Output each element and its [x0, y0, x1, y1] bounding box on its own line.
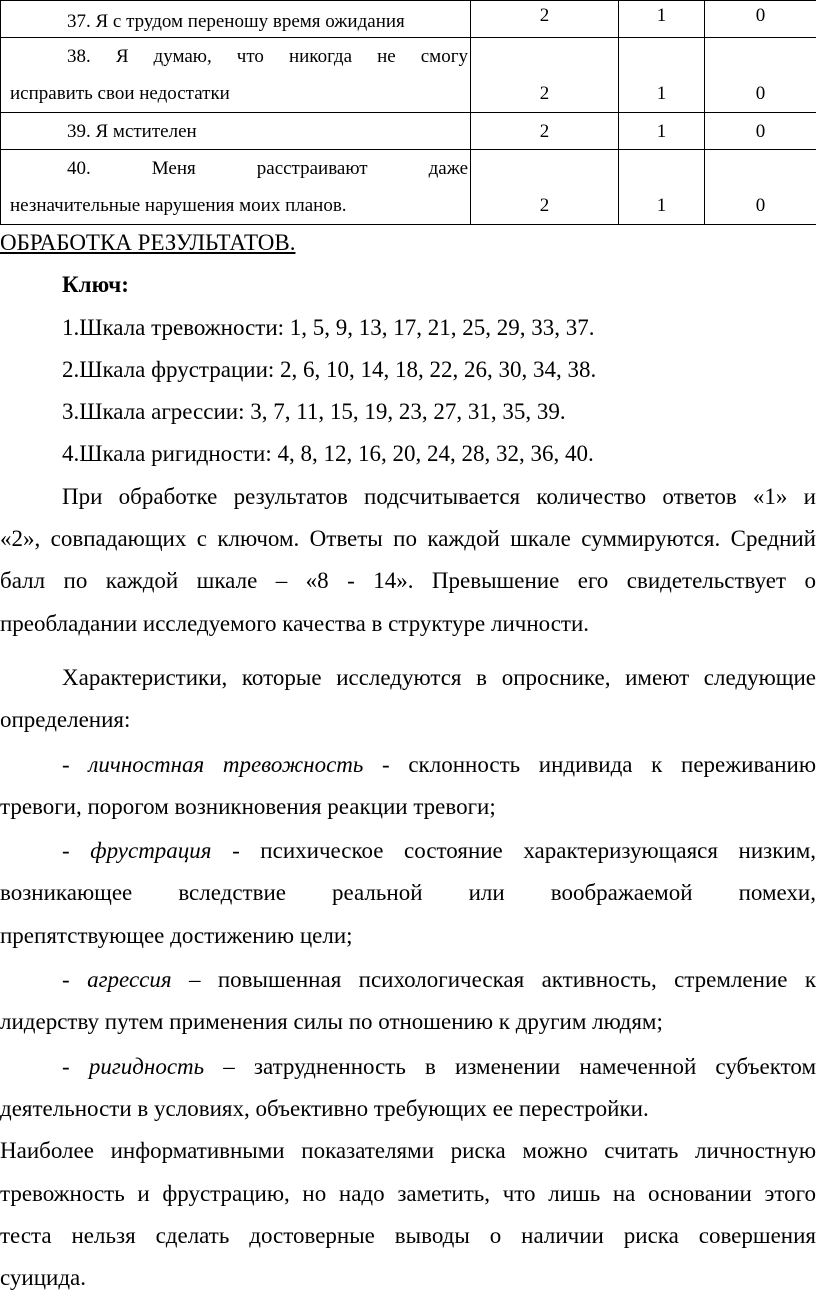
table-row [1, 1, 816, 38]
scale-rigidity: 4.Шкала ригидности: 4, 8, 12, 16, 20, 24, 28, 32, 36, 40. [0, 433, 816, 475]
score-1: 1 [619, 150, 705, 225]
score-0: 0 [705, 1, 816, 38]
table-row [1, 38, 816, 113]
processing-paragraph: При обработке результатов подсчитывается количество ответов «1» и «2», совпадающих с ключом. Ответы по каждой шкале суммируются. Средний балл по каждой шкале – «8 - 14». Превышение его свидетельствует о преобладании исследуемого качества в структуре личности. [0, 476, 816, 645]
question-text: Я с трудом переношу время ожидания [96, 11, 405, 32]
table-row [1, 150, 816, 225]
conclusion-paragraph: Наиболее информативными показателями риска можно считать личностную тревожность и фрустрацию, но надо заметить, что лишь на основании этого теста нельзя сделать достоверные выводы о наличии риска совершения суицида. [0, 1130, 816, 1299]
definition-anxiety: - личностная тревожность - склонность индивида к переживанию тревоги, порогом возникновения реакции тревоги; [0, 744, 816, 829]
key-label: Ключ: [0, 264, 816, 306]
question-text-continuation: исправить свои недостатки [10, 76, 468, 112]
definition-term: фрустрация [90, 838, 211, 863]
score-2: 2 [471, 150, 619, 225]
score-2: 2 [471, 38, 619, 113]
question-number: 37. [67, 11, 91, 32]
question-cell [1, 38, 471, 113]
definition-frustration: - фрустрация - психическое состояние характеризующаяся низким, возникающее вследствие реальной или воображаемой помехи, препятствующее достижению цели; [0, 830, 816, 957]
question-number: 39. [67, 121, 91, 142]
score-0: 0 [705, 113, 816, 150]
score-0: 0 [705, 38, 816, 113]
definition-aggression: - агрессия – повышенная психологическая активность, стремление к лидерству путем применения силы по отношению к другим людям; [0, 959, 816, 1044]
scale-aggression: 3.Шкала агрессии: 3, 7, 11, 15, 19, 23, 27, 31, 35, 39. [0, 391, 816, 433]
question-cell [1, 1, 471, 38]
score-2: 2 [471, 113, 619, 150]
question-cell [1, 150, 471, 225]
definition-rigidity: - ригидность – затрудненность в изменении намеченной субъектом деятельности в условиях, объективно требующих ее перестройки. [0, 1046, 816, 1131]
questionnaire-table [0, 0, 816, 225]
characteristics-paragraph: Характеристики, которые исследуются в опроснике, имеют следующие определения: [0, 657, 816, 742]
question-cell [1, 113, 471, 150]
section-title: ОБРАБОТКА РЕЗУЛЬТАТОВ. [0, 222, 816, 264]
definition-term: личностная тревожность [88, 752, 363, 777]
scale-frustration: 2.Шкала фрустрации: 2, 6, 10, 14, 18, 22, 26, 30, 34, 38. [0, 349, 816, 391]
question-text-continuation: незначительные нарушения моих планов. [10, 188, 468, 224]
table-row [1, 113, 816, 150]
score-1: 1 [619, 1, 705, 38]
scale-anxiety: 1.Шкала тревожности: 1, 5, 9, 13, 17, 21, 25, 29, 33, 37. [0, 307, 816, 349]
question-text: 40. Меня расстраивают даже [10, 150, 468, 188]
score-1: 1 [619, 113, 705, 150]
question-text: 38. Я думаю, что никогда не смогу [10, 38, 468, 76]
definition-term: агрессия [87, 967, 172, 992]
definition-term: ригидность [89, 1054, 204, 1079]
results-section [0, 222, 816, 1299]
score-2: 2 [471, 1, 619, 38]
score-1: 1 [619, 38, 705, 113]
question-text: Я мстителен [96, 121, 197, 142]
score-0: 0 [705, 150, 816, 225]
